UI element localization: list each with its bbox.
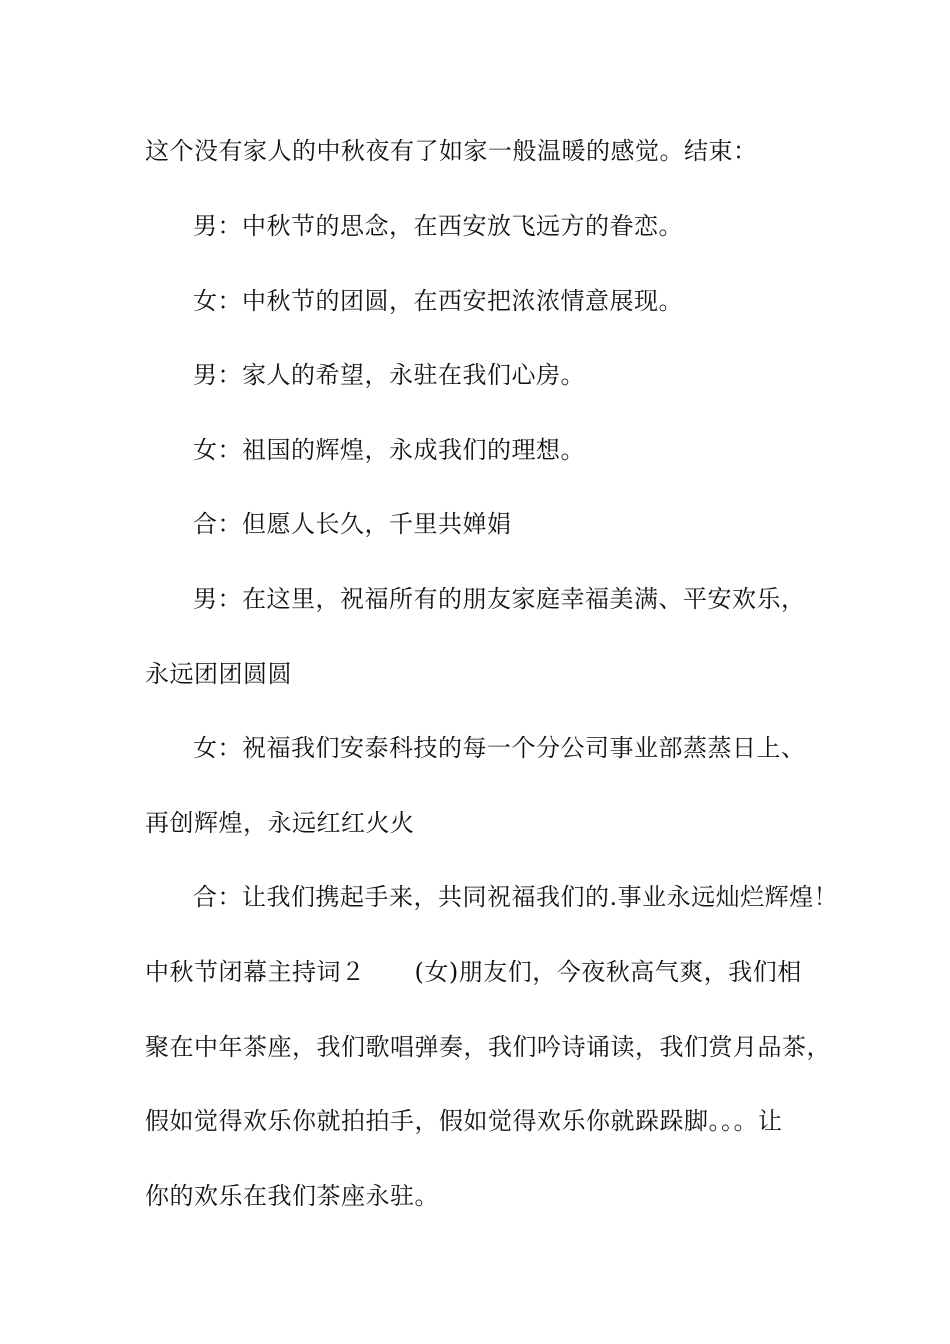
text-line: 中秋节闭幕主持词２ (女)朋友们，今夜秋高气爽，我们相 [145,958,802,986]
text-line: 再创辉煌，永远红红火火 [145,809,415,837]
text-line: 这个没有家人的中秋夜有了如家一般温暖的感觉。结束： [145,137,758,165]
text-line: 女：祝福我们安泰科技的每一个分公司事业部蒸蒸日上、 [193,734,806,762]
text-line: 合：但愿人长久，千里共婵娟 [193,510,512,538]
text-line: 假如觉得欢乐你就拍拍手，假如觉得欢乐你就跺跺脚。。。让 [145,1107,783,1135]
text-line: 女：祖国的辉煌，永成我们的理想。 [193,436,585,464]
text-line: 永远团团圆圆 [145,660,292,688]
text-line: 合：让我们携起手来，共同祝福我们的.事业永远灿烂辉煌！ [193,883,839,911]
text-line: 女：中秋节的团圆，在西安把浓浓情意展现。 [193,287,683,315]
text-line: 男：家人的希望，永驻在我们心房。 [193,361,585,389]
text-line: 男：在这里，祝福所有的朋友家庭幸福美满、平安欢乐， [193,585,806,613]
text-line: 聚在中年茶座，我们歌唱弹奏，我们吟诗诵读，我们赏月品茶， [145,1033,831,1061]
text-line: 男：中秋节的思念，在西安放飞远方的眷恋。 [193,212,683,240]
text-line: 你的欢乐在我们茶座永驻。 [145,1182,439,1210]
